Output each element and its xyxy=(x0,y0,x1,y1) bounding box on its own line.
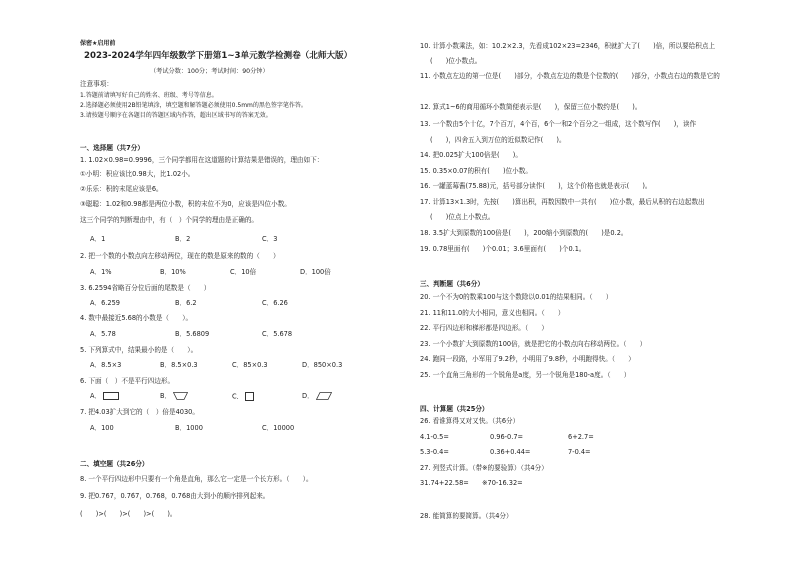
confidential-label: 保密★启用前 xyxy=(80,40,116,47)
q1-reason-1: ①小明：积应该比0.98大，比1.02小。 xyxy=(80,170,195,178)
notes-heading: 注意事项： xyxy=(80,80,113,88)
q5-option-b[interactable]: B．8.5×0.3 xyxy=(160,361,198,369)
q6-option-c-label: C． xyxy=(232,392,244,401)
calc-item: 0.96-0.7= xyxy=(490,433,524,441)
q6-option-d[interactable] xyxy=(302,392,332,400)
q3-stem: 3. 6.2594省略百分位后面的尾数是（ ） xyxy=(80,284,211,292)
q5-stem: 5. 下列算式中，结果最小的是（ ）。 xyxy=(80,346,198,354)
section-calc-heading: 四、计算题（共25分） xyxy=(420,405,489,413)
q5-option-a[interactable]: A．8.5×3 xyxy=(90,361,122,369)
page-fold xyxy=(404,0,405,562)
q27-text: 27. 列竖式计算。（带※的要验算）（共4分） xyxy=(420,464,548,472)
q5-option-d[interactable]: D．850×0.3 xyxy=(302,361,343,369)
exam-subtitle: （考试分数：100分；考试时间：90分钟） xyxy=(150,68,269,75)
q1-reason-2: ②乐乐：积的末尾应该是6。 xyxy=(80,185,163,193)
q11-text: 11. 小数点左边的第一位是( )部分，小数点左边的数是个位数的( )部分，小数点右边的数是它的 xyxy=(420,72,720,80)
q6-option-b-label: B． xyxy=(160,392,172,400)
q1-question: 这三个同学的判断理由中，有（ ）个同学的理由是正确的。 xyxy=(80,216,259,224)
q2-option-c[interactable]: C．10倍 xyxy=(230,268,257,276)
q23-text: 23. 一个小数扩大到原数的100倍，就是把它的小数点向右移动两位。（ ） xyxy=(420,340,647,348)
section-judge-heading: 三、判断题（共6分） xyxy=(420,280,484,288)
q1-option-b[interactable]: B．2 xyxy=(175,235,191,243)
q25-text: 25. 一个直角三角形的一个锐角是a度，另一个锐角是180-a度。（ ） xyxy=(420,371,631,379)
q9-text: 9. 把0.767，0.76̇7，0.768，0.76̇8由大到小的顺序排列起来。 xyxy=(80,492,270,500)
trapezoid-icon xyxy=(173,392,188,400)
square-icon xyxy=(245,392,254,401)
q10-text-cont: ( )位小数点。 xyxy=(430,57,482,65)
q1-stem: 1. 1.02×0.98=0.9996，三个同学都用在这道题的计算结果是错误的，理由如下： xyxy=(80,156,324,164)
q19-text: 19. 0.78里面有( )个0.01；3.6里面有( )个0.1。 xyxy=(420,245,586,253)
q3-option-b[interactable]: B．6.2 xyxy=(175,299,197,307)
q17-text-cont: ( )位点上小数点。 xyxy=(430,213,495,221)
q2-stem: 2. 把一个数的小数点向左移动两位，现在的数是原来的数的（ ） xyxy=(80,252,280,260)
q14-text: 14. 把0.025扩大100倍是( )。 xyxy=(420,151,522,159)
section-choice-heading: 一、选择题（共7分） xyxy=(80,144,144,152)
section-fill-heading: 二、填空题（共26分） xyxy=(80,460,149,468)
q7-stem: 7. 把4.03扩大到它的（ ）倍是4030。 xyxy=(80,408,199,416)
q28-text: 28. 能简算的要简算。（共4分） xyxy=(420,512,513,520)
q18-text: 18. 3.5扩大到原数的100倍是( )，200缩小到原数的( )是0.2。 xyxy=(420,229,628,237)
calc-item: 0.36+0.44= xyxy=(490,448,531,456)
q10-text: 10. 计算小数乘法，如：10.2×2.3，先看成102×23=2346，积就扩大了( )倍，所以要给积点上 xyxy=(420,42,716,50)
q6-option-c[interactable] xyxy=(232,392,254,401)
q26-text: 26. 看谁算得又对又快。（共6分） xyxy=(420,417,520,425)
calc-item: 5.3-0.4= xyxy=(420,448,449,456)
calc-item: 6+2.7= xyxy=(568,433,594,441)
q3-option-c[interactable]: C．6.26 xyxy=(262,299,288,307)
q6-option-a[interactable] xyxy=(90,392,119,400)
q4-option-c[interactable]: C．5.678 xyxy=(262,330,293,338)
q5-option-c[interactable]: C．85×0.3 xyxy=(232,361,268,369)
q2-option-a[interactable]: A．1% xyxy=(90,268,112,276)
q4-stem: 4. 数中最接近5.68的小数是（ ）。 xyxy=(80,314,193,322)
q4-option-b[interactable]: B．5.6809 xyxy=(175,330,210,338)
q13-text-cont: ( )，四舍五入到万位的近似数记作( )。 xyxy=(430,136,566,144)
q8-text: 8. 一个平行四边形中只要有一个角是直角，那么它一定是一个长方形。（ ）。 xyxy=(80,475,313,483)
q7-option-b[interactable]: B．1000 xyxy=(175,424,203,432)
q16-text: 16. 一罐蓝莓酱(75.88)元，括号部分读作( )，这个价格也就是表示( )。 xyxy=(420,182,652,190)
exam-title: 2023-2024学年四年级数学下册第1~3单元数学检测卷（北师大版） xyxy=(84,51,353,61)
q13-text: 13. 一个数由5个十亿，7个百万，4个百，6个一和2个百分之一组成，这个数写作( )，读作 xyxy=(420,120,697,128)
note-line-2: 2.选择题必须使用2B铅笔填涂，填空题和解答题必须使用0.5mm的黑色签字笔作答。 xyxy=(80,102,307,109)
q24-text: 24. 跑同一段路，小军用了9.2秒，小明用了9.8秒，小明跑得快。（ ） xyxy=(420,355,635,363)
q15-text: 15. 0.35×0.07的积有( )位小数。 xyxy=(420,167,532,175)
note-line-1: 1.答题前请填写好自己的姓名、班级、考号等信息。 xyxy=(80,92,218,99)
q4-option-a[interactable]: A．5.78 xyxy=(90,330,116,338)
q22-text: 22. 平行四边形和梯形都是四边形。（ ） xyxy=(420,324,548,332)
parallelogram-icon xyxy=(316,392,332,400)
q6-option-d-label: D． xyxy=(302,392,314,400)
q7-option-a[interactable]: A．100 xyxy=(90,424,114,432)
q1-reason-3: ③聪聪：1.02和0.98都是两位小数，积的末位不为0，应该是四位小数。 xyxy=(80,200,291,208)
q17-text: 17. 计算13×1.3时，先按( )算出积，再数因数中一共有( )位小数，最后从积的右边起数出 xyxy=(420,198,705,206)
rectangle-icon xyxy=(103,392,119,400)
note-line-3: 3.请按题号顺序在各题目的答题区域内作答，超出区域书写的答案无效。 xyxy=(80,112,272,119)
q6-stem: 6. 下面（ ）不是平行四边形。 xyxy=(80,377,175,385)
q1-option-c[interactable]: C．3 xyxy=(262,235,278,243)
q7-option-c[interactable]: C．10000 xyxy=(262,424,295,432)
q12-text: 12. 算式1~6的商用循环小数简便表示是( )，保留三位小数约是( )。 xyxy=(420,103,642,111)
q6-option-b[interactable] xyxy=(160,392,188,400)
q1-option-a[interactable]: A．1 xyxy=(90,235,106,243)
calc-item: 4.1-0.5= xyxy=(420,433,449,441)
calc-item: 7-0.4= xyxy=(568,448,591,456)
q2-option-b[interactable]: B．10% xyxy=(160,268,186,276)
q6-option-a-label: A． xyxy=(90,392,102,400)
q20-text: 20. 一个不为0的数乘100与这个数除以0.01的结果相同。（ ） xyxy=(420,293,613,301)
q3-option-a[interactable]: A．6.259 xyxy=(90,299,120,307)
q9-answer-blanks[interactable]: ( )>( )>( )>( )。 xyxy=(80,510,177,518)
q27-items: 31.74+22.58= ※70-16.32= xyxy=(420,479,523,487)
q2-option-d[interactable]: D．100倍 xyxy=(300,268,331,276)
q21-text: 21. 11和11.0的大小相同，意义也相同。（ ） xyxy=(420,309,565,317)
